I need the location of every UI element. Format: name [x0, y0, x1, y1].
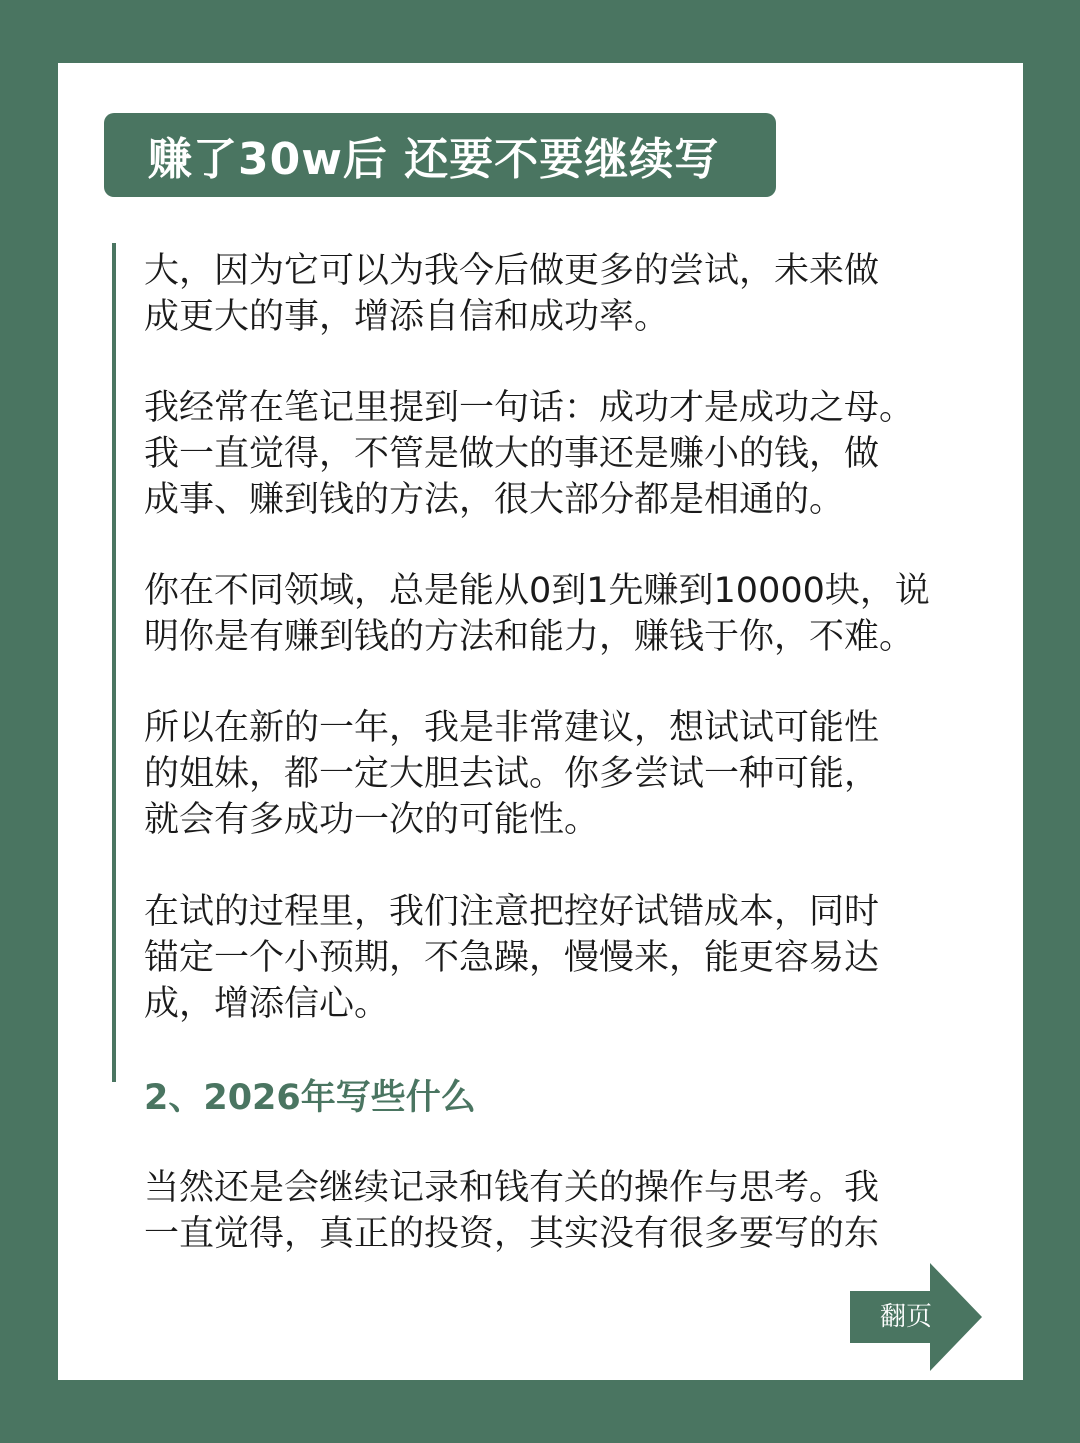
paragraph: 所以在新的一年，我是非常建议，想试试可能性 的姐妹，都一定大胆去试。你多尝试一种可能， 就会有多成功一次的可能性。 — [144, 708, 880, 840]
quote-bar — [112, 243, 116, 1082]
paragraph: 当然还是会继续记录和钱有关的操作与思考。我 一直觉得，真正的投资，其实没有很多要写的东 — [144, 1168, 880, 1254]
page-title: 赚了30w后 还要不要继续写 — [148, 134, 720, 185]
paragraph: 大，因为它可以为我今后做更多的尝试，未来做 成更大的事，增添自信和成功率。 — [144, 251, 880, 337]
next-page-button[interactable] — [850, 1263, 982, 1371]
paragraph: 在试的过程里，我们注意把控好试错成本，同时 锚定一个小预期，不急躁，慢慢来，能更容易达 成，增添信心。 — [144, 892, 880, 1024]
title-banner — [104, 113, 776, 197]
paragraph: 你在不同领域，总是能从0到1先赚到10000块，说 明你是有赚到钱的方法和能力，赚钱于你，不难。 — [144, 571, 930, 657]
next-page-label: 翻页 — [879, 1302, 932, 1332]
section-heading: 2、2026年写些什么 — [144, 1078, 476, 1118]
paragraph: 我经常在笔记里提到一句话：成功才是成功之母。 我一直觉得，不管是做大的事还是赚小的钱，做 成事、赚到钱的方法，很大部分都是相通的。 — [144, 388, 915, 520]
